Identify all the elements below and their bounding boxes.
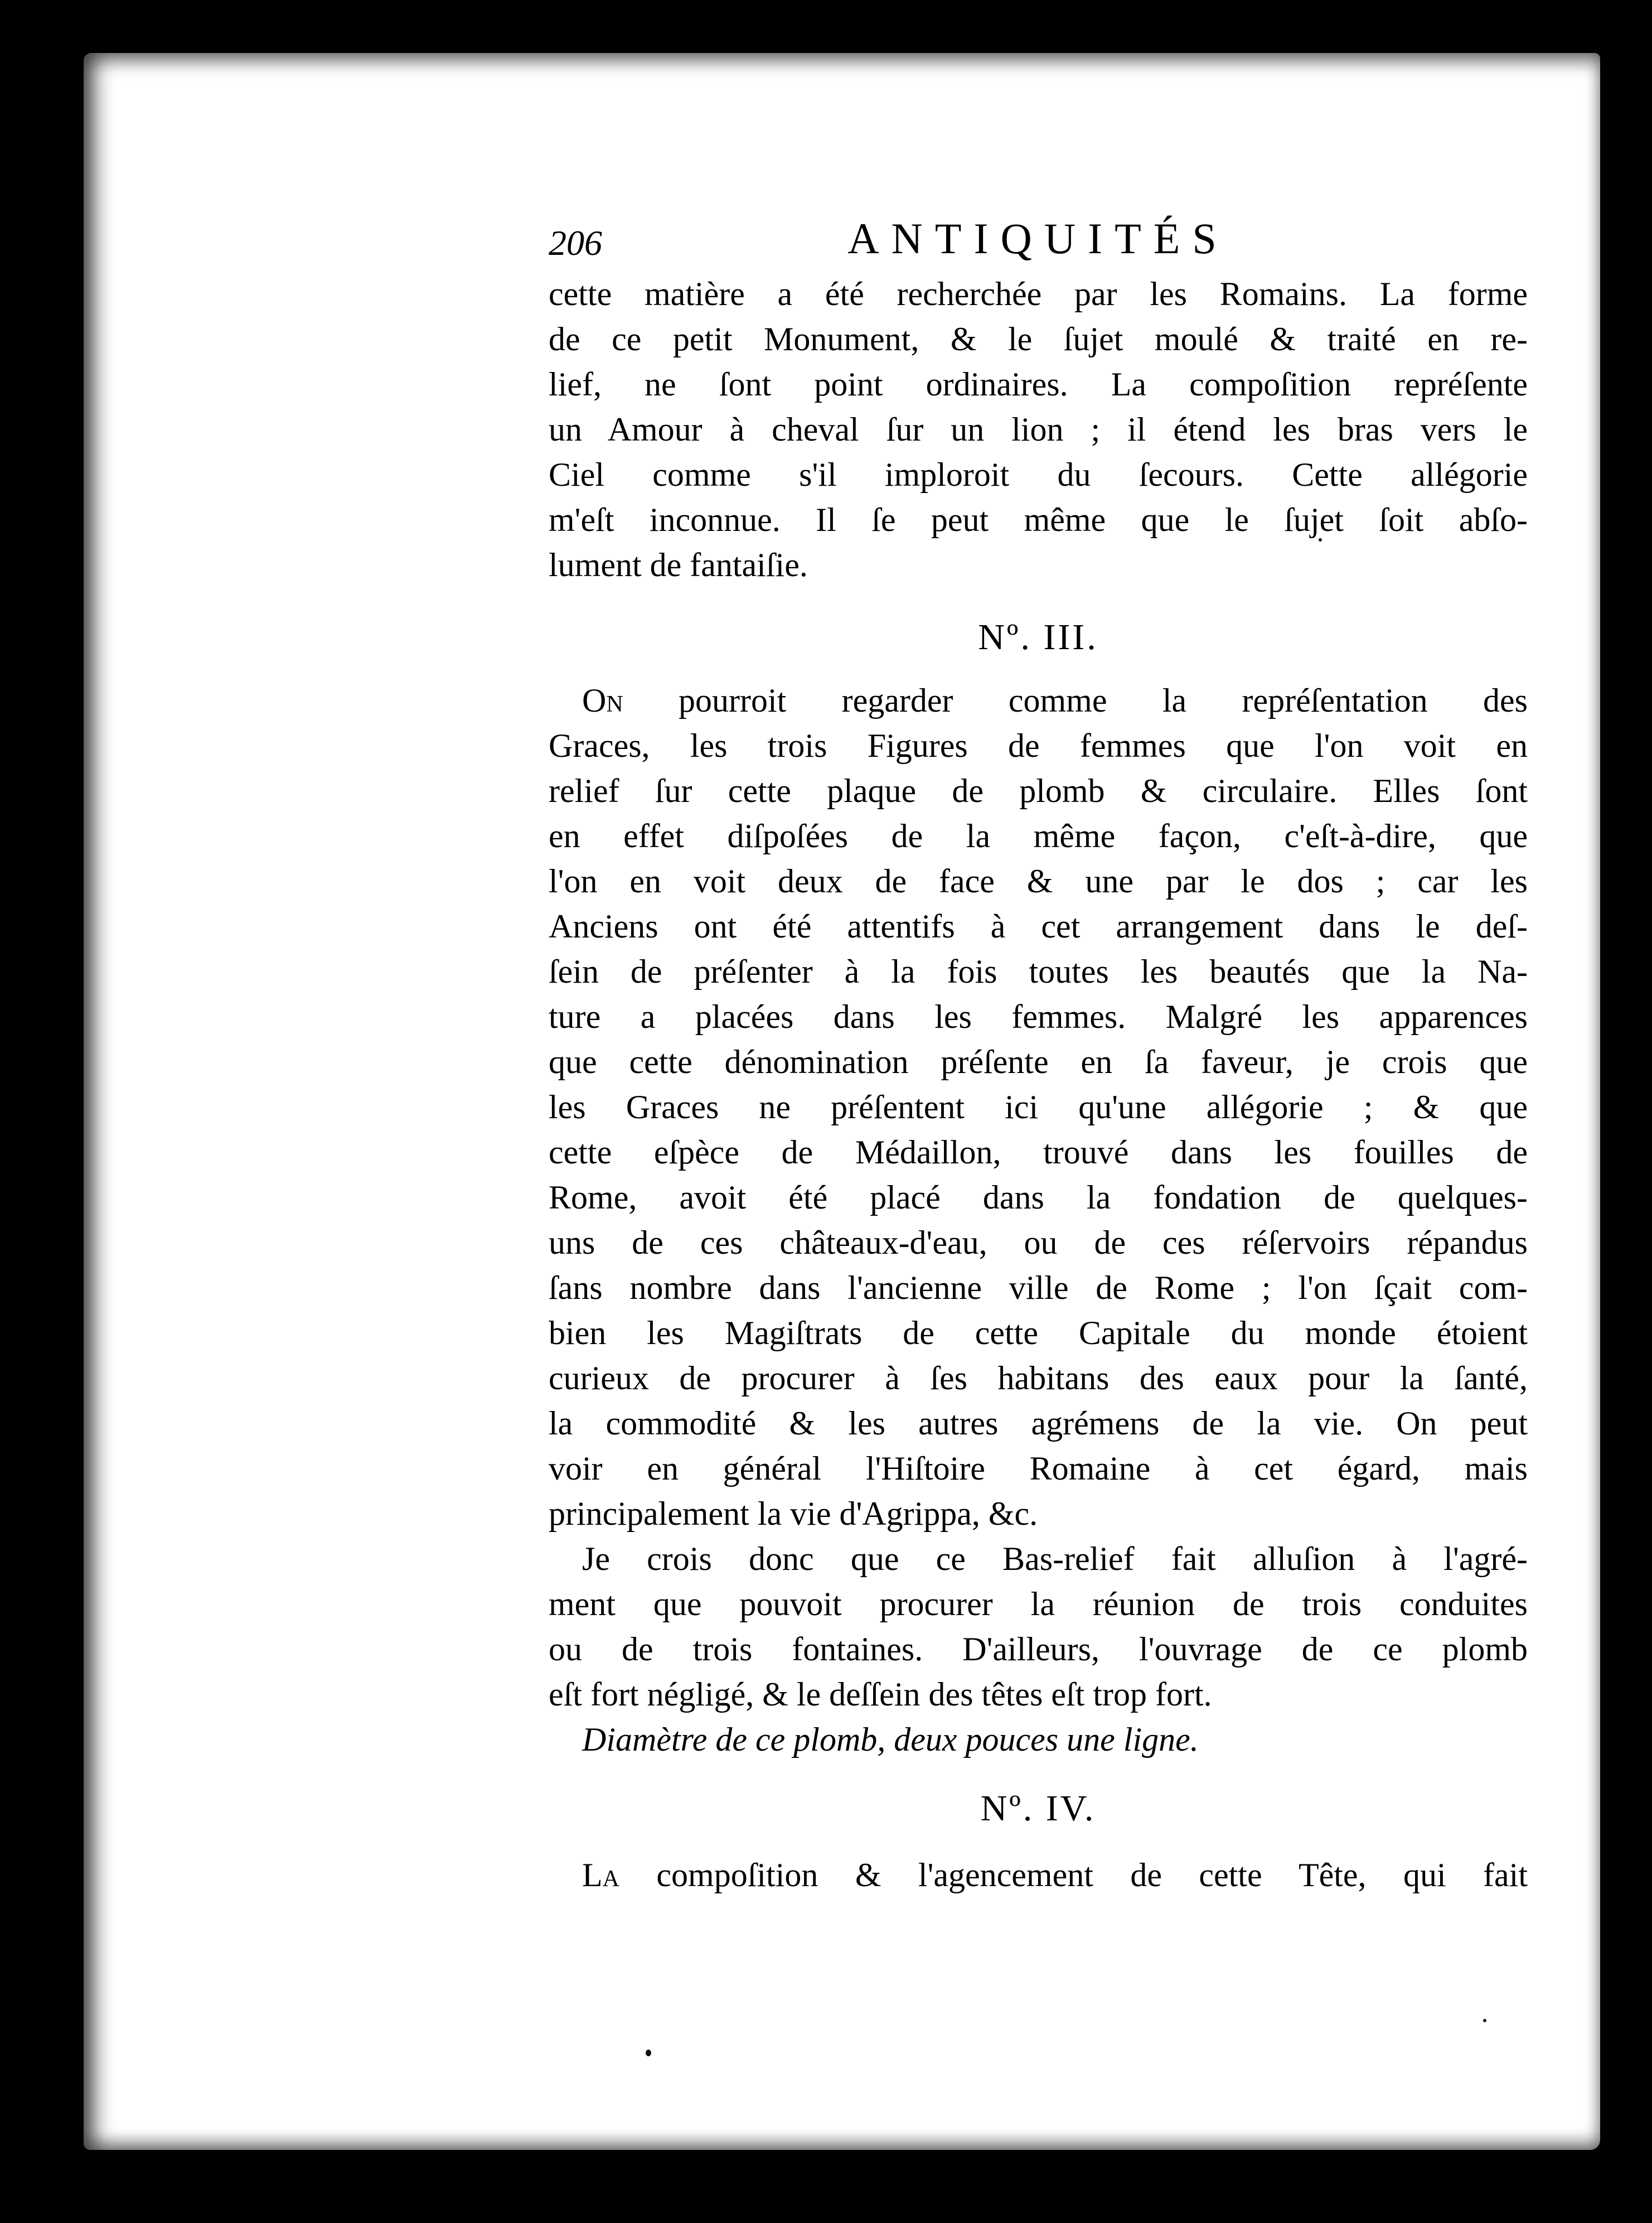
text-line: ture a placées dans les femmes. Malgré les apparences bbox=[549, 998, 1528, 1035]
text-line: lief, ne ſont point ordinaires. La compoſition repréſente bbox=[549, 366, 1528, 403]
text-line: la commodité & les autres agrémens de la vie. On peut bbox=[549, 1405, 1528, 1442]
text-line: uns de ces châteaux-d'eau, ou de ces réſervoirs répandus bbox=[549, 1224, 1528, 1261]
text-line: en effet diſpoſées de la même façon, c'eſt-à-dire, que bbox=[549, 818, 1528, 854]
text-line: curieux de procurer à ſes habitans des eaux pour la ſanté, bbox=[549, 1360, 1528, 1396]
text-line: principalement la vie d'Agrippa, &c. bbox=[549, 1495, 1038, 1532]
text-line: que cette dénomination préſente en ſa faveur, je crois que bbox=[549, 1043, 1528, 1080]
text-line: Anciens ont été attentifs à cet arrangement dans le deſ- bbox=[549, 908, 1528, 945]
page-text-block bbox=[549, 214, 1528, 1898]
text-line: Je crois donc que ce Bas-relief fait alluſion à l'agré- bbox=[582, 1540, 1528, 1577]
text-line: ſans nombre dans l'ancienne ville de Rome ; l'on ſçait com- bbox=[549, 1269, 1528, 1306]
text-line: ſein de préſenter à la fois toutes les beautés que la Na- bbox=[549, 953, 1528, 990]
text-line-first bbox=[549, 1853, 1528, 1898]
running-title: ANTIQUITÉS bbox=[847, 214, 1229, 263]
text-line: Rome, avoit été placé dans la fondation de quelques- bbox=[549, 1179, 1528, 1216]
first-line-rest: compoſition & l'agencement de cette Tête, qui fait bbox=[619, 1857, 1528, 1893]
section-iii-paragraph-2 bbox=[549, 1536, 1528, 1717]
text-line: les Graces ne préſentent ici qu'une allégorie ; & que bbox=[549, 1089, 1528, 1125]
text-line: Graces, les trois Figures de femmes que l'on voit en bbox=[549, 727, 1528, 764]
section-heading-iv: Nº. IV. bbox=[980, 1788, 1096, 1829]
section-iv-paragraph bbox=[549, 1853, 1528, 1898]
text-line: cette matière a été recherchée par les Romains. La forme bbox=[549, 276, 1528, 312]
page-number: 206 bbox=[549, 223, 602, 263]
text-line: relief ſur cette plaque de plomb & circulaire. Elles ſont bbox=[549, 772, 1528, 809]
initial-word: La bbox=[582, 1857, 619, 1893]
ink-speck bbox=[1483, 2019, 1486, 2022]
text-line: ou de trois fontaines. D'ailleurs, l'ouvrage de ce plomb bbox=[549, 1631, 1528, 1668]
text-line: Ciel comme s'il imploroit du ſecours. Cette allégorie bbox=[549, 456, 1528, 493]
text-line: un Amour à cheval ſur un lion ; il étend les bras vers le bbox=[549, 411, 1528, 448]
measurement-note: Diamètre de ce plomb, deux pouces une ligne. bbox=[582, 1721, 1199, 1758]
text-line: cette eſpèce de Médaillon, trouvé dans les fouilles de bbox=[549, 1134, 1528, 1171]
text-line: bien les Magiſtrats de cette Capitale du monde étoient bbox=[549, 1315, 1528, 1351]
initial-word: On bbox=[582, 682, 623, 719]
text-line: voir en général l'Hiſtoire Romaine à cet égard, mais bbox=[549, 1450, 1528, 1487]
continuation-paragraph bbox=[549, 272, 1528, 588]
section-iii-paragraph-1 bbox=[549, 678, 1528, 1536]
text-line: m'eſt inconnue. Il ſe peut même que le ſujet ſoit abſo- bbox=[549, 501, 1528, 538]
text-line: de ce petit Monument, & le ſujet moulé & traité en re- bbox=[549, 321, 1528, 357]
running-head bbox=[549, 214, 1528, 272]
text-line-first bbox=[549, 678, 1528, 723]
text-line: lument de fantaiſie. bbox=[549, 547, 808, 583]
text-line: l'on en voit deux de face & une par le dos ; car les bbox=[549, 863, 1528, 900]
text-line: eſt fort négligé, & le deſſein des têtes eſt trop fort. bbox=[549, 1676, 1212, 1713]
text-line: ment que pouvoit procurer la réunion de trois conduites bbox=[549, 1586, 1528, 1622]
first-line-rest: pourroit regarder comme la repréſentation des bbox=[623, 682, 1528, 719]
book-page bbox=[84, 53, 1600, 2150]
ink-speck bbox=[646, 2050, 651, 2056]
section-heading-iii: Nº. III. bbox=[978, 617, 1098, 658]
